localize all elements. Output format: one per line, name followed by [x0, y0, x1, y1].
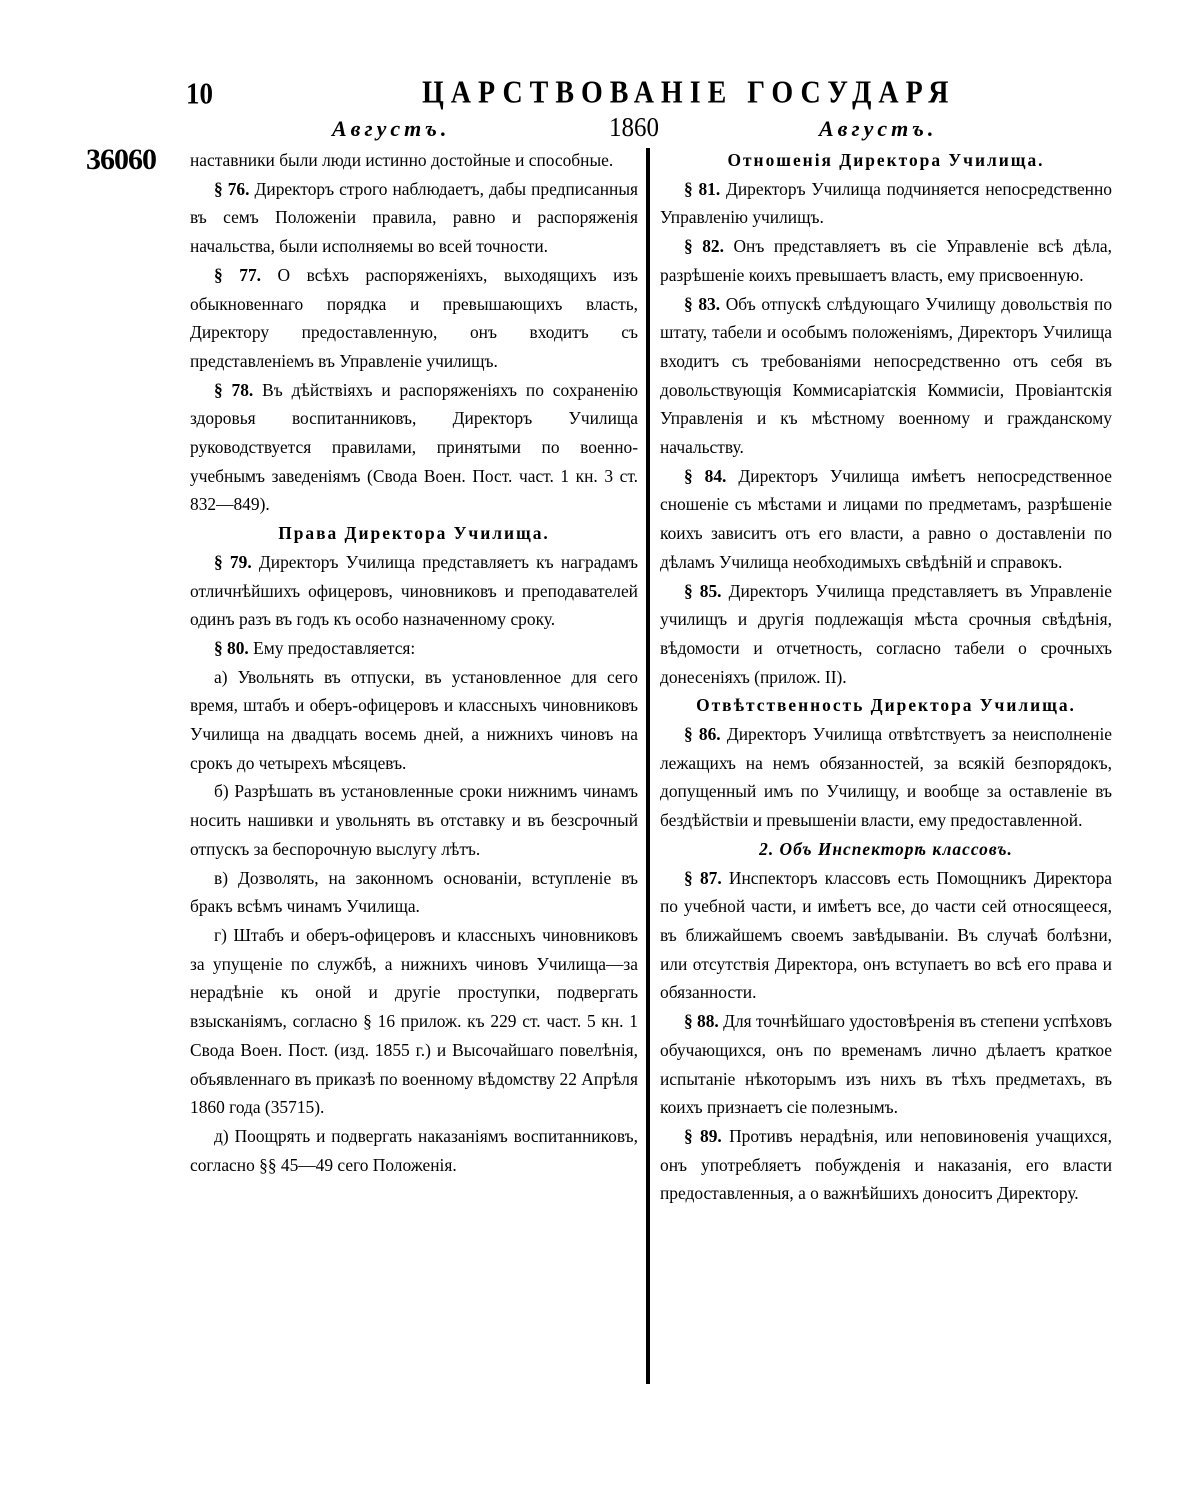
section-number: § 83. — [684, 293, 721, 314]
column-divider — [646, 148, 650, 1384]
law-number: 36060 — [86, 143, 156, 176]
heading-director-rights: Права Директора Училища. — [278, 523, 550, 544]
section-number: § 79. — [214, 551, 252, 572]
clause-g: г) Штабъ и оберъ-офицеровъ и классныхъ чиновниковъ за упущеніе по службѣ, а нижнихъ чиновъ Училища—за нерадѣніе къ оной и другіе проступки, подвергать взысканіямъ, согласно § 16 прилож. къ 229 ст. част. 5 кн. 1 Свода Воен. Пост. (изд. 1855 г.) и Высочайшаго повелѣнія, объявленнаго въ приказѣ по военному вѣдомству 22 Апрѣля 1860 года (35715). — [190, 924, 638, 1118]
section-text: Для точнѣйшаго удостовѣренія въ степени успѣховъ обучающихся, онъ по временамъ лично дѣлаетъ краткое испытаніе нѣкоторымъ изъ нихъ въ тѣхъ предметахъ, въ коихъ признаетъ сіе полезнымъ. — [660, 1011, 1113, 1118]
section-88 — [660, 1007, 1112, 1122]
section-text: Директоръ строго наблюдаетъ, дабы предписанныя въ семъ Положеніи правила, равно и распоряженія начальства, были исполняемы во всей точности. — [190, 178, 638, 257]
section-text: Директоръ Училища представляетъ въ Управленіе училищъ и другія подлежащія мѣста срочныя свѣдѣнія, вѣдомости и отчетность, согласно табели о срочныхъ донесеніяхъ (прилож. II). — [660, 580, 1113, 687]
section-83 — [660, 290, 1112, 462]
section-text: Инспекторъ классовъ есть Помощникъ Директора по учебной части, и имѣетъ все, до части сей относящееся, въ ближайшемъ своемъ завѣдываніи. Въ случаѣ болѣзни, или отсутствія Директора, онъ вступаетъ во всѣ его права и обязанности. — [660, 867, 1113, 1003]
section-text: Директоръ Училища подчиняется непосредственно Управленію училищъ. — [660, 178, 1112, 228]
year-label: 1860 — [609, 113, 659, 143]
section-text: Ему предоставляется: — [248, 637, 416, 658]
section-85 — [660, 577, 1112, 692]
right-column — [660, 146, 1112, 1208]
heading-director-relations: Отношенія Директора Училища. — [727, 150, 1045, 170]
section-text: Директоръ Училища отвѣтствуетъ за неисполненіе лежащихъ на немъ обязанностей, за всякій безпорядокъ, допущенный имъ по Училищу, и вообще за оставленіе въ бездѣйствіи и превышеніи власти, ему предоставленной. — [660, 724, 1112, 831]
section-number: § 86. — [684, 724, 721, 745]
section-number: § 82. — [684, 236, 724, 257]
section-84 — [660, 462, 1112, 577]
heading-inspector: 2. Объ Инспекторѣ классовъ. — [759, 838, 1013, 859]
section-text: О всѣхъ распоряженіяхъ, выходящихъ изъ обыкновеннаго порядка и превышающихъ власть, Директору предоставленную, онъ входитъ съ представленіемъ въ Управленіе училищъ. — [190, 264, 638, 371]
section-76 — [190, 175, 638, 261]
section-79 — [190, 548, 638, 634]
section-number: § 85. — [684, 580, 722, 601]
page-number: 10 — [186, 76, 213, 111]
clause-d: д) Поощрять и подвергать наказаніямъ воспитанниковъ, согласно §§ 45—49 сего Положенія. — [190, 1125, 638, 1175]
section-number: § 88. — [684, 1011, 719, 1032]
clause-a: а) Увольнять въ отпуски, въ установленное для сего время, штабъ и оберъ-офицеровъ и классныхъ чиновниковъ Училища на двадцать восемь дней, а нижнихъ чиновъ на срокъ до четырехъ мѣсяцевъ. — [190, 666, 638, 773]
section-86 — [660, 720, 1112, 835]
section-number: § 78. — [214, 379, 254, 400]
section-87 — [660, 864, 1112, 1008]
left-column — [190, 146, 638, 1179]
section-77 — [190, 261, 638, 376]
section-82 — [660, 232, 1112, 289]
section-number: § 84. — [684, 465, 727, 486]
section-text: Въ дѣйствіяхъ и распоряженіяхъ по сохраненію здоровья воспитанниковъ, Директоръ Училища руководствуется правилами, принятыми по военно-учебнымъ заведеніямъ (Свода Воен. Пост. част. 1 кн. 3 ст. 832—849). — [190, 379, 638, 515]
section-81 — [660, 175, 1112, 232]
section-text: Объ отпускѣ слѣдующаго Училищу довольствія по штату, табели и особымъ положеніямъ, Директоръ Училища входитъ съ требованіями непосредственно отъ себя въ довольствующія Коммисаріатскія Коммисіи, Провіантскія Управленія и къ мѣстному военному и гражданскому начальству. — [660, 293, 1113, 458]
section-text: Директоръ Училища имѣетъ непосредственное сношеніе съ мѣстами и лицами по предметамъ, разрѣшеніе коихъ зависитъ отъ его власти, а равно о доставленіи по дѣламъ Училища необходимыхъ свѣдѣній и справокъ. — [660, 465, 1113, 572]
section-text: Директоръ Училища представляетъ къ наградамъ отличнѣйшихъ офицеровъ, чиновниковъ и преподавателей одинъ разъ въ годъ къ особо назначенному сроку. — [190, 551, 638, 630]
running-title: ЦАРСТВОВАНІЕ ГОСУДАРЯ — [422, 75, 956, 111]
section-number: § 80. — [214, 637, 249, 658]
section-80 — [190, 634, 638, 663]
heading-director-responsibility: Отвѣтственность Директора Училища. — [696, 695, 1076, 716]
section-number: § 77. — [214, 264, 261, 285]
month-label-left: Августъ. — [332, 116, 451, 141]
month-label-right: Августъ. — [819, 116, 938, 141]
paragraph-continuation: наставники были люди истинно достойные и способные. — [190, 150, 614, 170]
section-number: § 89. — [684, 1125, 722, 1146]
section-78 — [190, 376, 638, 520]
section-text: Противъ нерадѣнія, или неповиновенія учащихся, онъ употребляетъ побужденія и наказанія, его власти предоставленныя, а о важнѣйшихъ доноситъ Директору. — [660, 1125, 1113, 1204]
section-number: § 81. — [684, 178, 721, 199]
section-number: § 76. — [214, 178, 250, 199]
section-text: Онъ представляетъ въ сіе Управленіе всѣ дѣла, разрѣшеніе коихъ превышаетъ власть, ему присвоенную. — [660, 236, 1112, 285]
section-number: § 87. — [684, 867, 722, 888]
clause-b: б) Разрѣшать въ установленные сроки нижнимъ чинамъ носить нашивки и увольнять въ отставку и въ безсрочный отпускъ за беспорочную выслугу лѣтъ. — [190, 781, 638, 859]
section-89 — [660, 1122, 1112, 1208]
clause-v: в) Дозволять, на законномъ основаніи, вступленіе въ бракъ всѣмъ чинамъ Училища. — [190, 867, 638, 917]
